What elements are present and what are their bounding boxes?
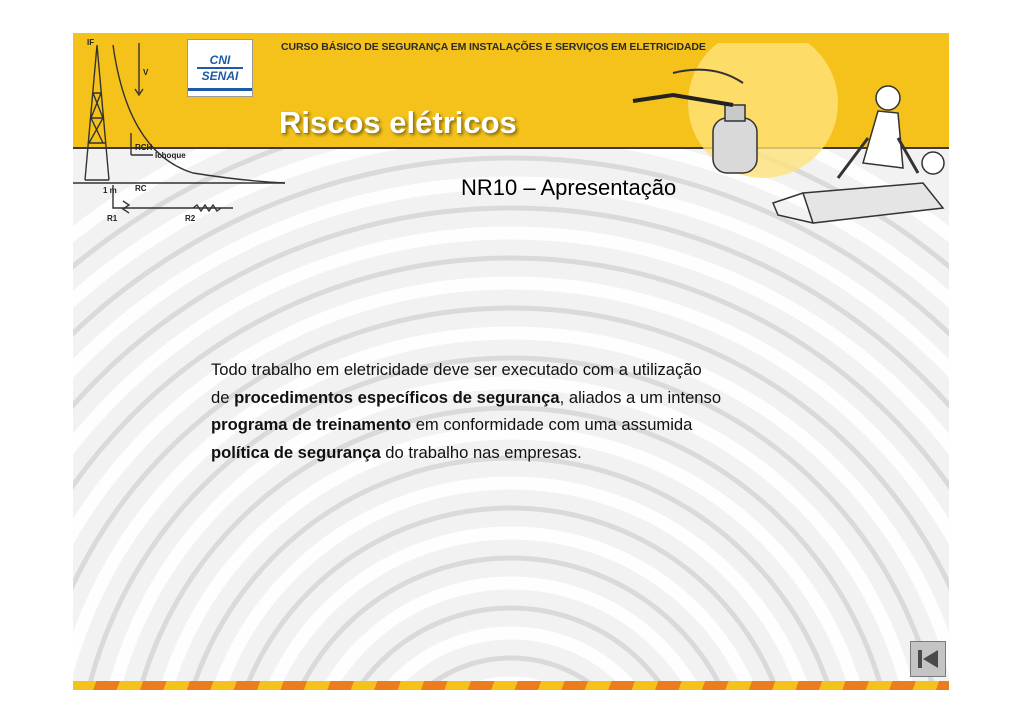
body-line-2: de procedimentos específicos de segurança, aliados a um intenso [211,387,722,407]
emphasis-procedures: procedimentos específicos de segurança [234,387,560,407]
logo-cni-text: CNI [197,54,243,69]
circuit-label-1m: 1 m [103,186,117,195]
body-line-3: programa de treinamento em conformidade com uma assumida [211,415,693,434]
circuit-label-v: V [143,68,149,77]
emphasis-training: programa de treinamento [211,415,412,434]
body-line-4: política de segurança do trabalho nas empresas. [211,442,582,462]
circuit-label-r1: R1 [107,214,118,223]
course-title: CURSO BÁSICO DE SEGURANÇA EM INSTALAÇÕES E SERVIÇOS EM ELETRICIDADE [281,41,706,53]
circuit-label-rch: RCH [135,143,153,152]
emphasis-policy: política de segurança [211,442,381,462]
logo-senai-text: SENAI [201,69,239,83]
slide-body [211,356,851,466]
cni-senai-logo [187,39,253,97]
footer-stripe [73,681,949,690]
slide-subtitle: NR10 – Apresentação [461,175,677,200]
section-title: Riscos elétricos [279,105,517,140]
skip-to-start-icon [911,642,945,676]
circuit-label-r2: R2 [185,214,196,223]
slide [73,33,949,690]
circuit-label-if: IF [87,38,95,47]
logo-bar [188,88,252,91]
body-line-1: Todo trabalho em eletricidade deve ser executado com a utilização [211,360,702,379]
circuit-label-rc: RC [135,184,147,193]
first-slide-button[interactable] [910,641,946,677]
circuit-label-ichoque: Ichoque [155,151,186,160]
rescue-illustration [613,43,949,243]
